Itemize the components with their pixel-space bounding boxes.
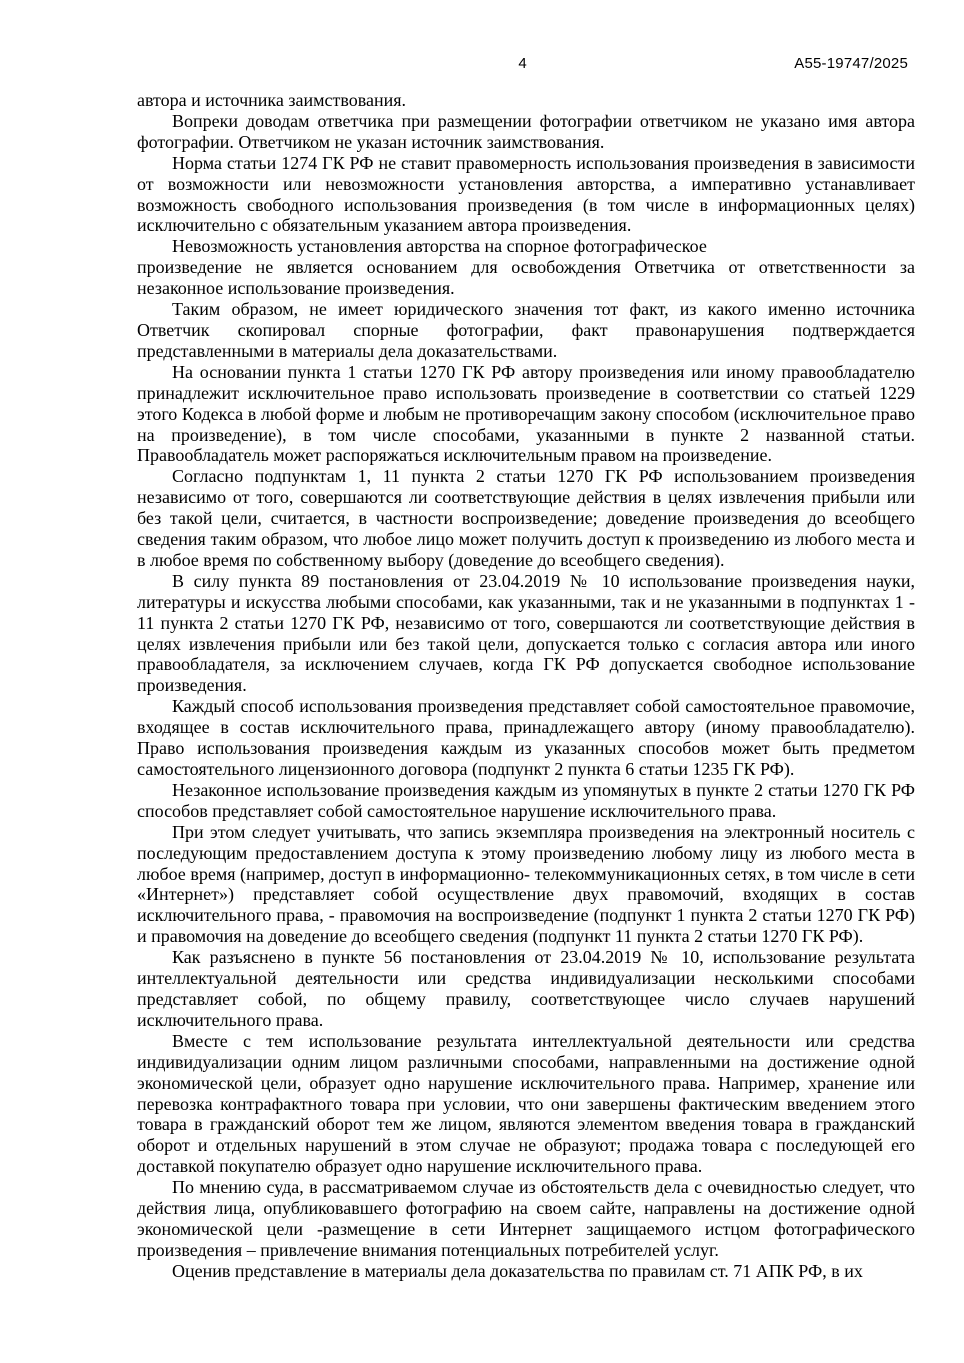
paragraph: При этом следует учитывать, что запись экземпляра произведения на электронный носитель с последующим предоставлением доступа к этому произведению любому лицу из любого места в любое время (например, доступ в информационно- телекоммуникационных сетях, в том числе в сети «Интернет») представляет собой осуществление двух правомочий, входящих в состав исключительного права, - правомочия на воспроизведение (подпункт 1 пункта 2 статьи 1270 ГК РФ) и правомочия на доведение до всеобщего сведения (подпункт 11 пункта 2 статьи 1270 ГК РФ).	[137, 821, 915, 947]
paragraph: Норма статьи 1274 ГК РФ не ставит правомерность использования произведения в зависимости от возможности или невозможности установления авторства, а императивно устанавливает возможность свободного использования произведения (в том числе в информационных целях) исключительно с обязательным указанием автора произведения.	[137, 152, 915, 236]
paragraph: произведение не является основанием для освобождения Ответчика от ответственности за незаконное использование произведения.	[137, 257, 915, 299]
paragraph: В силу пункта 89 постановления от 23.04.2019 № 10 использование произведения науки, литературы и искусства любыми способами, как указанными, так и не указанными в подпунктах 1 - 11 пункта 2 статьи 1270 ГК РФ, независимо от того, совершаются ли соответствующие действия в целях извлечения прибыли или без такой цели, допускается только с согласия автора или иного правообладателя, за исключением случаев, когда ГК РФ допускается свободное использование произведения.	[137, 570, 915, 696]
paragraph: Незаконное использование произведения каждым из упомянутых в пункте 2 статьи 1270 ГК РФ способов представляет собой самостоятельное нарушение исключительного права.	[137, 779, 915, 821]
paragraph: Таким образом, не имеет юридического значения тот факт, из какого именно источника Ответчик скопировал спорные фотографии, факт правонарушения подтверждается представленными в материалы дела доказательствами.	[137, 299, 915, 361]
paragraph: На основании пункта 1 статьи 1270 ГК РФ автору произведения или иному правообладателю принадлежит исключительное право использовать произведение в соответствии со статьей 1229 этого Кодекса в любой форме и любым не противоречащим закону способом (исключительное право на произведение), в том числе способами, указанными в пункте 2 названной статьи. Правообладатель может распоряжаться исключительным правом на произведение.	[137, 361, 915, 466]
paragraph: автора и источника заимствования.	[137, 90, 407, 110]
paragraph: Вместе с тем использование результата интеллектуальной деятельности или средства индивидуализации одним лицом различными способами, направленными на достижение одной экономической цели, образует одно нарушение исключительного права. Например, хранение или перевозка контрафактного товара при условии, что они завершены фактическим введением этого товара в гражданский оборот тем же лицом, являются элементом введения товара в гражданский оборот и отдельных нарушений в этом случае не образуют; продажа товара с последующей его доставкой покупателю образует одно нарушение исключительного права.	[137, 1030, 915, 1177]
page-header	[137, 55, 908, 73]
paragraph: Согласно подпунктам 1, 11 пункта 2 статьи 1270 ГК РФ использованием произведения независимо от того, совершаются ли соответствующие действия в целях извлечения прибыли или без такой цели, считается, в частности воспроизведение; доведение произведения до всеобщего сведения таким образом, что любое лицо может получить доступ к произведению из любого места и в любое время по собственному выбору (доведение до всеобщего сведения).	[137, 466, 915, 570]
paragraph: Вопреки доводам ответчика при размещении фотографии ответчиком не указано имя автора фотографии. Ответчиком не указан источник заимствования.	[137, 110, 915, 152]
paragraph: Как разъяснено в пункте 56 постановления от 23.04.2019 № 10, использование результата интеллектуальной деятельности или средства индивидуализации несколькими способами представляет собой, по общему правилу, соответствующее число случаев нарушений исключительного права.	[137, 947, 915, 1030]
paragraph: Невозможность установления авторства на спорное фотографическое	[172, 236, 707, 257]
paragraph: По мнению суда, в рассматриваемом случае из обстоятельств дела с очевидностью следует, что действия лица, опубликовавшего фотографию на своем сайте, направлены на достижение одной экономической цели -размещение в сети Интернет защищаемого истцом фотографического произведения – привлечение внимания потенциальных потребителей услуг.	[137, 1177, 915, 1260]
document-body	[137, 90, 915, 1282]
paragraph: Каждый способ использования произведения представляет собой самостоятельное правомочие, входящее в состав исключительного права, принадлежащего автору (иному правообладателю). Право использования произведения каждым из указанных способов может быть предметом самостоятельного лицензионного договора (подпункт 2 пункта 6 статьи 1235 ГК РФ).	[137, 696, 915, 779]
paragraph: Оценив представление в материалы дела доказательства по правилам ст. 71 АПК РФ, в их	[172, 1260, 863, 1281]
case-number: А55-19747/2025	[794, 55, 908, 72]
page-number: 4	[518, 55, 527, 72]
